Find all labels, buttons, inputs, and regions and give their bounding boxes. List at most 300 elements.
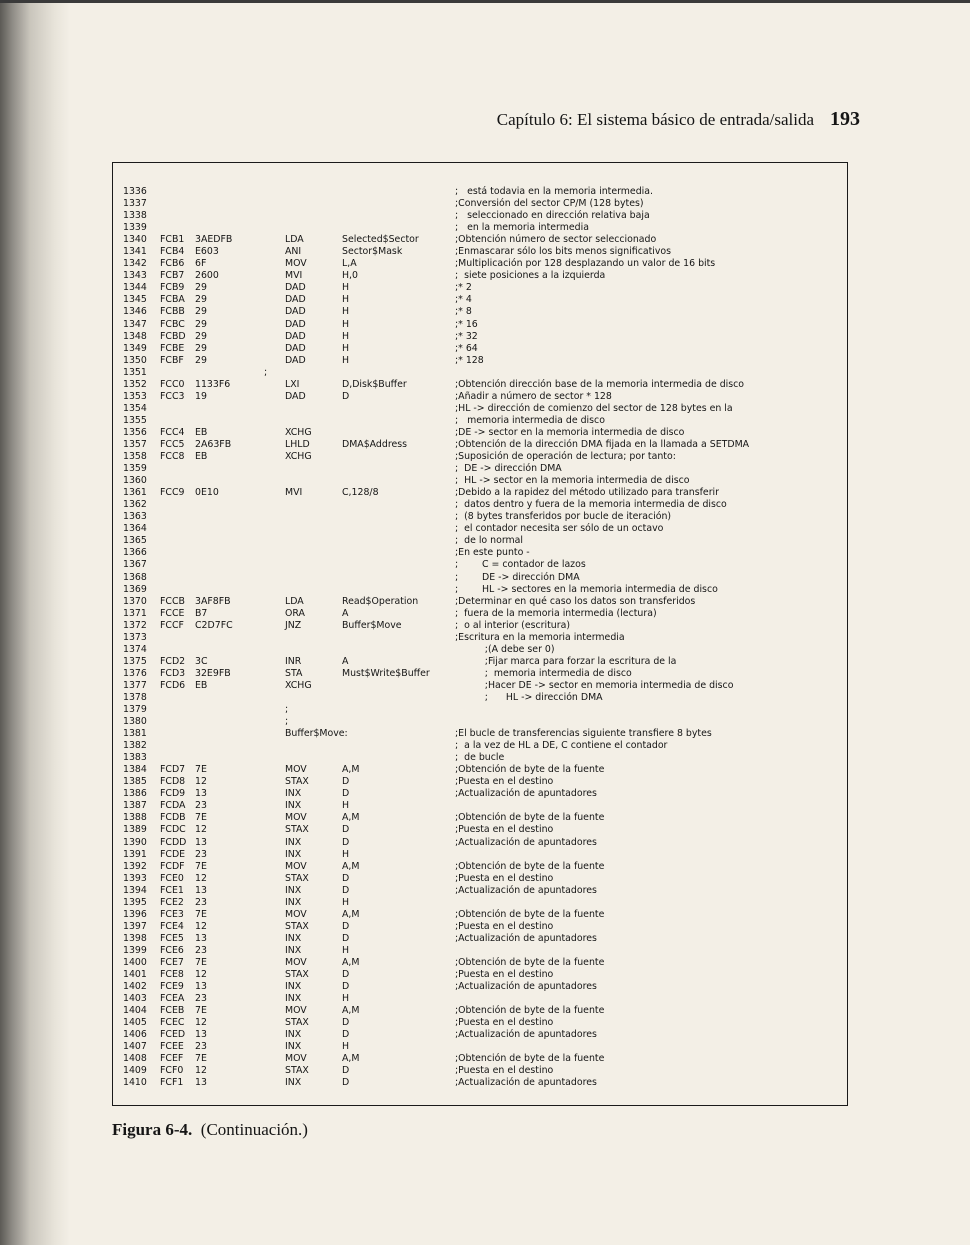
listing-line-number: 1359 xyxy=(123,463,147,475)
listing-line-number: 1376 xyxy=(123,667,147,679)
listing-address: FCD2 xyxy=(160,655,186,667)
listing-object-code: 29 xyxy=(195,306,207,318)
listing-mnemonic: INX xyxy=(285,993,302,1005)
listing-line xyxy=(113,885,847,897)
listing-operand: D xyxy=(342,1065,350,1077)
listing-mnemonic: DAD xyxy=(285,306,306,318)
listing-operand: D xyxy=(342,1077,350,1089)
listing-mnemonic: INX xyxy=(285,848,302,860)
listing-line xyxy=(113,752,847,764)
listing-object-code: 12 xyxy=(195,872,207,884)
listing-line xyxy=(113,210,847,222)
listing-mnemonic: DAD xyxy=(285,342,306,354)
listing-line-number: 1369 xyxy=(123,583,147,595)
listing-address: FCD7 xyxy=(160,764,186,776)
listing-line xyxy=(113,680,847,692)
listing-line-number: 1366 xyxy=(123,547,147,559)
listing-object-code: C2D7FC xyxy=(195,619,233,631)
listing-object-code: 13 xyxy=(195,1029,207,1041)
listing-operand: H xyxy=(342,354,350,366)
listing-line xyxy=(113,921,847,933)
listing-address: FCD8 xyxy=(160,776,186,788)
listing-mnemonic: DAD xyxy=(285,318,306,330)
listing-mnemonic: INX xyxy=(285,884,302,896)
listing-operand: H xyxy=(342,1041,350,1053)
listing-line-number: 1360 xyxy=(123,475,147,487)
listing-line-number: 1371 xyxy=(123,607,147,619)
listing-comment: ;Escritura en la memoria intermedia xyxy=(455,631,625,643)
listing-line-number: 1410 xyxy=(123,1077,147,1089)
listing-operand: D xyxy=(342,920,350,932)
listing-line xyxy=(113,198,847,210)
listing-line-number: 1397 xyxy=(123,920,147,932)
listing-object-code: 29 xyxy=(195,282,207,294)
listing-object-code: 13 xyxy=(195,981,207,993)
listing-line-number: 1387 xyxy=(123,800,147,812)
listing-mnemonic: INX xyxy=(285,1077,302,1089)
listing-operand: A,M xyxy=(342,957,360,968)
listing-line-number: 1352 xyxy=(123,378,147,390)
listing-line-number: 1406 xyxy=(123,1029,147,1041)
listing-comment: ;Puesta en el destino xyxy=(455,969,554,981)
listing-line xyxy=(113,861,847,873)
listing-object-code: 7E xyxy=(195,1053,207,1065)
listing-line xyxy=(113,740,847,752)
listing-mnemonic: STAX xyxy=(285,776,309,788)
listing-line xyxy=(113,523,847,535)
listing-mnemonic: LDA xyxy=(285,595,304,607)
listing-address: FCF0 xyxy=(160,1065,184,1077)
listing-address: FCB7 xyxy=(160,270,185,282)
listing-comment: ; datos dentro y fuera de la memoria intermedia de disco xyxy=(455,499,727,511)
listing-operand: H xyxy=(342,800,350,812)
listing-mnemonic: XCHG xyxy=(285,451,312,463)
listing-comment: ; DE -> dirección DMA xyxy=(455,571,580,583)
listing-line xyxy=(113,909,847,921)
listing-comment: ;Obtención de byte de la fuente xyxy=(455,860,605,872)
listing-line-number: 1396 xyxy=(123,908,147,920)
listing-line-number: 1375 xyxy=(123,655,147,667)
listing-object-code: 13 xyxy=(195,884,207,896)
listing-mnemonic: LXI xyxy=(285,378,300,390)
listing-address: FCEF xyxy=(160,1053,184,1065)
listing-line-number: 1348 xyxy=(123,330,147,342)
listing-operand: H,0 xyxy=(342,270,358,282)
listing-line xyxy=(113,439,847,451)
listing-mnemonic: MOV xyxy=(285,957,307,968)
listing-line xyxy=(113,704,847,716)
listing-operand: A,M xyxy=(342,764,360,776)
listing-line-number: 1365 xyxy=(123,535,147,547)
listing-operand: Must$Write$Buffer xyxy=(342,667,430,679)
listing-line xyxy=(113,306,847,318)
listing-line xyxy=(113,186,847,198)
listing-line xyxy=(113,764,847,776)
listing-line-number: 1344 xyxy=(123,282,147,294)
listing-line xyxy=(113,367,847,379)
listing-object-code: EB xyxy=(195,426,208,438)
listing-comment: ;Obtención dirección base de la memoria intermedia de disco xyxy=(455,378,745,390)
listing-mnemonic: Buffer$Move: xyxy=(285,728,348,740)
listing-operand: H xyxy=(342,294,350,306)
listing-address: FCB9 xyxy=(160,282,185,294)
listing-operand: A,M xyxy=(342,908,360,920)
listing-comment: ;Puesta en el destino xyxy=(455,920,554,932)
listing-mnemonic: INX xyxy=(285,836,302,848)
listing-address: FCE0 xyxy=(160,872,184,884)
listing-line xyxy=(113,282,847,294)
listing-comment: ;Obtención de byte de la fuente xyxy=(455,812,605,824)
listing-line xyxy=(113,957,847,969)
listing-line-number: 1403 xyxy=(123,993,147,1005)
listing-mnemonic: ; xyxy=(285,716,289,728)
listing-address: FCD9 xyxy=(160,788,186,800)
listing-comment: ;Obtención de la dirección DMA fijada en la llamada a SETDMA xyxy=(455,438,750,450)
listing-line-number: 1351 xyxy=(123,366,147,378)
listing-line xyxy=(113,511,847,523)
listing-line-number: 1391 xyxy=(123,848,147,860)
listing-line xyxy=(113,716,847,728)
listing-mnemonic: MOV xyxy=(285,812,307,824)
listing-comment: ;Actualización de apuntadores xyxy=(455,1077,597,1089)
listing-line xyxy=(113,776,847,788)
listing-line-number: 1338 xyxy=(123,210,147,222)
listing-address: FCC9 xyxy=(160,487,185,499)
listing-comment: ;Actualización de apuntadores xyxy=(455,836,597,848)
listing-line-number: 1343 xyxy=(123,270,147,282)
listing-object-code: 2A63FB xyxy=(195,438,232,450)
listing-line xyxy=(113,1053,847,1065)
listing-line xyxy=(113,535,847,547)
listing-line xyxy=(113,873,847,885)
page-number: 193 xyxy=(830,108,860,130)
listing-address: FCDF xyxy=(160,860,185,872)
listing-address: FCC3 xyxy=(160,390,185,402)
listing-mnemonic: DAD xyxy=(285,294,306,306)
listing-operand: H xyxy=(342,306,350,318)
listing-mnemonic: XCHG xyxy=(285,426,312,438)
listing-address: FCEB xyxy=(160,1005,185,1017)
listing-line xyxy=(113,812,847,824)
listing-object-code: 7E xyxy=(195,812,207,824)
listing-line xyxy=(113,270,847,282)
listing-line xyxy=(113,1077,847,1089)
listing-operand: D xyxy=(342,390,350,402)
listing-comment: ;* 64 xyxy=(455,342,478,354)
listing-operand: D xyxy=(342,824,350,836)
listing-line-number: 1354 xyxy=(123,402,147,414)
listing-object-code: 23 xyxy=(195,848,207,860)
listing-comment: ;Obtención de byte de la fuente xyxy=(455,1053,605,1065)
listing-operand: H xyxy=(342,318,350,330)
listing-address: FCE7 xyxy=(160,957,184,968)
listing-object-code: 32E9FB xyxy=(195,667,231,679)
listing-line xyxy=(113,487,847,499)
listing-line xyxy=(113,427,847,439)
listing-line xyxy=(113,379,847,391)
listing-comment: ;Debido a la rapidez del método utilizado para transferir xyxy=(455,487,720,499)
listing-line-number: 1363 xyxy=(123,511,147,523)
listing-operand: H xyxy=(342,330,350,342)
listing-comment: ; memoria intermedia de disco xyxy=(455,414,605,426)
listing-line xyxy=(113,824,847,836)
listing-object-code: 7E xyxy=(195,860,207,872)
listing-address: FCEA xyxy=(160,993,185,1005)
listing-object-code: 23 xyxy=(195,944,207,956)
listing-operand: H xyxy=(342,993,350,1005)
listing-line xyxy=(113,294,847,306)
listing-operand: A xyxy=(342,655,349,667)
listing-comment: ; memoria intermedia de disco xyxy=(455,667,632,679)
listing-mnemonic: MOV xyxy=(285,860,307,872)
listing-address: FCDB xyxy=(160,812,186,824)
listing-operand: D,Disk$Buffer xyxy=(342,378,407,390)
listing-line-number: 1345 xyxy=(123,294,147,306)
listing-line-number: 1362 xyxy=(123,499,147,511)
listing-line-number: 1339 xyxy=(123,222,147,234)
listing-line-number: 1367 xyxy=(123,559,147,571)
listing-line-number: 1394 xyxy=(123,884,147,896)
listing-line-number: 1384 xyxy=(123,764,147,776)
listing-object-code: 23 xyxy=(195,800,207,812)
listing-address: FCBE xyxy=(160,342,185,354)
listing-line-number: 1379 xyxy=(123,704,147,716)
listing-object-code: 12 xyxy=(195,776,207,788)
listing-object-code: 13 xyxy=(195,836,207,848)
listing-line-number: 1342 xyxy=(123,258,147,270)
running-header xyxy=(470,108,860,138)
listing-line-number: 1377 xyxy=(123,679,147,691)
listing-address: FCC0 xyxy=(160,378,185,390)
listing-object-code: 12 xyxy=(195,969,207,981)
listing-operand: H xyxy=(342,342,350,354)
listing-address: FCE4 xyxy=(160,920,184,932)
listing-address: FCDE xyxy=(160,848,186,860)
listing-comment: ;* 2 xyxy=(455,282,472,294)
listing-mnemonic: DAD xyxy=(285,354,306,366)
listing-comment: ;Actualización de apuntadores xyxy=(455,981,597,993)
listing-mnemonic: DAD xyxy=(285,330,306,342)
listing-line-number: 1392 xyxy=(123,860,147,872)
listing-object-code: 19 xyxy=(195,390,207,402)
listing-comment: ;Puesta en el destino xyxy=(455,1017,554,1029)
chapter-title: Capítulo 6: El sistema básico de entrada/salida xyxy=(496,110,814,129)
listing-line xyxy=(113,800,847,812)
listing-comment: ;Multiplicación por 128 desplazando un valor de 16 bits xyxy=(455,258,716,270)
listing-line xyxy=(113,897,847,909)
listing-address: FCE1 xyxy=(160,884,184,896)
listing-mnemonic: STAX xyxy=(285,1017,309,1029)
listing-object-code: 6F xyxy=(195,258,207,270)
listing-comment: ; de lo normal xyxy=(455,535,523,547)
listing-mnemonic: MVI xyxy=(285,487,303,499)
assembly-listing xyxy=(113,186,847,1090)
listing-line-number: 1357 xyxy=(123,438,147,450)
listing-comment: ; de bucle xyxy=(455,752,505,764)
listing-comment: ; el contador necesita ser sólo de un octavo xyxy=(455,523,664,535)
listing-line xyxy=(113,222,847,234)
listing-address: FCBD xyxy=(160,330,186,342)
listing-address: FCE3 xyxy=(160,908,184,920)
listing-line xyxy=(113,499,847,511)
listing-comment: ;Suposición de operación de lectura; por tanto: xyxy=(455,451,676,463)
listing-address: FCDA xyxy=(160,800,186,812)
listing-object-code: 12 xyxy=(195,824,207,836)
listing-object-code: 7E xyxy=(195,908,207,920)
listing-comment: ;Actualización de apuntadores xyxy=(455,788,597,800)
listing-line xyxy=(113,415,847,427)
listing-line xyxy=(113,933,847,945)
listing-comment: ;Actualización de apuntadores xyxy=(455,1029,597,1041)
listing-operand: A,M xyxy=(342,860,360,872)
listing-line-number: 1400 xyxy=(123,957,147,968)
listing-comment: ;(A debe ser 0) xyxy=(455,643,555,655)
listing-operand: D xyxy=(342,932,350,944)
listing-marker: ; xyxy=(264,366,268,378)
listing-object-code: 12 xyxy=(195,1065,207,1077)
figure-label: Figura 6-4. xyxy=(112,1120,193,1139)
listing-line-number: 1386 xyxy=(123,788,147,800)
listing-line-number: 1368 xyxy=(123,571,147,583)
listing-comment: ; o al interior (escritura) xyxy=(455,619,570,631)
listing-line-number: 1393 xyxy=(123,872,147,884)
listing-line-number: 1374 xyxy=(123,643,147,655)
listing-comment: ; (8 bytes transferidos por bucle de iteración) xyxy=(455,511,672,523)
listing-object-code: 29 xyxy=(195,318,207,330)
listing-address: FCE8 xyxy=(160,969,184,981)
listing-line xyxy=(113,849,847,861)
listing-comment: ;El bucle de transferencias siguiente transfiere 8 bytes xyxy=(455,728,712,740)
listing-object-code: 29 xyxy=(195,354,207,366)
listing-comment: ;DE -> sector en la memoria intermedia de disco xyxy=(455,426,685,438)
listing-line-number: 1361 xyxy=(123,487,147,499)
listing-object-code: 7E xyxy=(195,1005,207,1017)
listing-address: FCB4 xyxy=(160,246,185,258)
listing-mnemonic: LHLD xyxy=(285,438,310,450)
listing-line xyxy=(113,1065,847,1077)
listing-mnemonic: MOV xyxy=(285,908,307,920)
listing-mnemonic: JNZ xyxy=(285,619,302,631)
listing-line xyxy=(113,620,847,632)
listing-line xyxy=(113,1041,847,1053)
listing-address: FCB1 xyxy=(160,234,185,246)
listing-object-code: 1133F6 xyxy=(195,378,231,390)
listing-comment: ; HL -> sector en la memoria intermedia de disco xyxy=(455,475,690,487)
listing-object-code: 29 xyxy=(195,330,207,342)
listing-address: FCE6 xyxy=(160,944,184,956)
listing-line xyxy=(113,331,847,343)
listing-object-code: EB xyxy=(195,679,208,691)
listing-address: FCE2 xyxy=(160,896,184,908)
listing-comment: ; HL -> dirección DMA xyxy=(455,691,603,703)
listing-line-number: 1395 xyxy=(123,896,147,908)
listing-address: FCD3 xyxy=(160,667,186,679)
listing-address: FCCB xyxy=(160,595,185,607)
listing-operand: D xyxy=(342,872,350,884)
listing-line-number: 1409 xyxy=(123,1065,147,1077)
listing-object-code: 29 xyxy=(195,342,207,354)
listing-line-number: 1353 xyxy=(123,390,147,402)
listing-line xyxy=(113,668,847,680)
listing-object-code: 12 xyxy=(195,1017,207,1029)
listing-line xyxy=(113,343,847,355)
listing-mnemonic: INX xyxy=(285,1041,302,1053)
listing-object-code: EB xyxy=(195,451,208,463)
listing-comment: ;Actualización de apuntadores xyxy=(455,932,597,944)
listing-line-number: 1382 xyxy=(123,740,147,752)
listing-line xyxy=(113,945,847,957)
listing-comment: ;Conversión del sector CP/M (128 bytes) xyxy=(455,198,644,210)
listing-address: FCDD xyxy=(160,836,187,848)
listing-address: FCC5 xyxy=(160,438,185,450)
listing-line xyxy=(113,559,847,571)
listing-address: FCBC xyxy=(160,318,185,330)
listing-mnemonic: INX xyxy=(285,932,302,944)
listing-address: FCBF xyxy=(160,354,184,366)
listing-mnemonic: DAD xyxy=(285,390,306,402)
listing-operand: DMA$Address xyxy=(342,438,408,450)
listing-object-code: 2600 xyxy=(195,270,219,282)
listing-line xyxy=(113,788,847,800)
listing-line xyxy=(113,355,847,367)
listing-address: FCC4 xyxy=(160,426,185,438)
listing-line xyxy=(113,319,847,331)
listing-comment: ;Puesta en el destino xyxy=(455,1065,554,1077)
listing-comment: ;En este punto - xyxy=(455,547,530,559)
listing-mnemonic: MOV xyxy=(285,1005,307,1017)
listing-line xyxy=(113,234,847,246)
listing-mnemonic: LDA xyxy=(285,234,304,246)
listing-operand: Read$Operation xyxy=(342,595,419,607)
listing-mnemonic: MOV xyxy=(285,1053,307,1065)
listing-address: FCBA xyxy=(160,294,185,306)
listing-mnemonic: STA xyxy=(285,667,303,679)
listing-mnemonic: DAD xyxy=(285,282,306,294)
listing-line xyxy=(113,644,847,656)
listing-mnemonic: INX xyxy=(285,981,302,993)
listing-line-number: 1346 xyxy=(123,306,147,318)
listing-line xyxy=(113,632,847,644)
listing-comment: ;Enmascarar sólo los bits menos significativos xyxy=(455,246,672,258)
listing-comment: ;Actualización de apuntadores xyxy=(455,884,597,896)
listing-object-code: 13 xyxy=(195,788,207,800)
listing-address: FCE9 xyxy=(160,981,184,993)
listing-comment: ;* 128 xyxy=(455,354,484,366)
listing-line-number: 1383 xyxy=(123,752,147,764)
listing-operand: A,M xyxy=(342,1005,360,1017)
listing-line-number: 1373 xyxy=(123,631,147,643)
listing-operand: Sector$Mask xyxy=(342,246,403,258)
listing-line-number: 1398 xyxy=(123,932,147,944)
listing-line xyxy=(113,463,847,475)
listing-line-number: 1355 xyxy=(123,414,147,426)
listing-line-number: 1389 xyxy=(123,824,147,836)
listing-line-number: 1378 xyxy=(123,691,147,703)
listing-comment: ;* 16 xyxy=(455,318,478,330)
listing-line-number: 1358 xyxy=(123,451,147,463)
listing-object-code: 3AF8FB xyxy=(195,595,231,607)
listing-object-code: E603 xyxy=(195,246,219,258)
listing-line-number: 1370 xyxy=(123,595,147,607)
listing-line-number: 1407 xyxy=(123,1041,147,1053)
listing-line-number: 1350 xyxy=(123,354,147,366)
listing-line-number: 1385 xyxy=(123,776,147,788)
listing-comment: ;Obtención de byte de la fuente xyxy=(455,1005,605,1017)
listing-line-number: 1390 xyxy=(123,836,147,848)
listing-address: FCE5 xyxy=(160,932,184,944)
listing-address: FCCF xyxy=(160,619,184,631)
listing-line-number: 1340 xyxy=(123,234,147,246)
